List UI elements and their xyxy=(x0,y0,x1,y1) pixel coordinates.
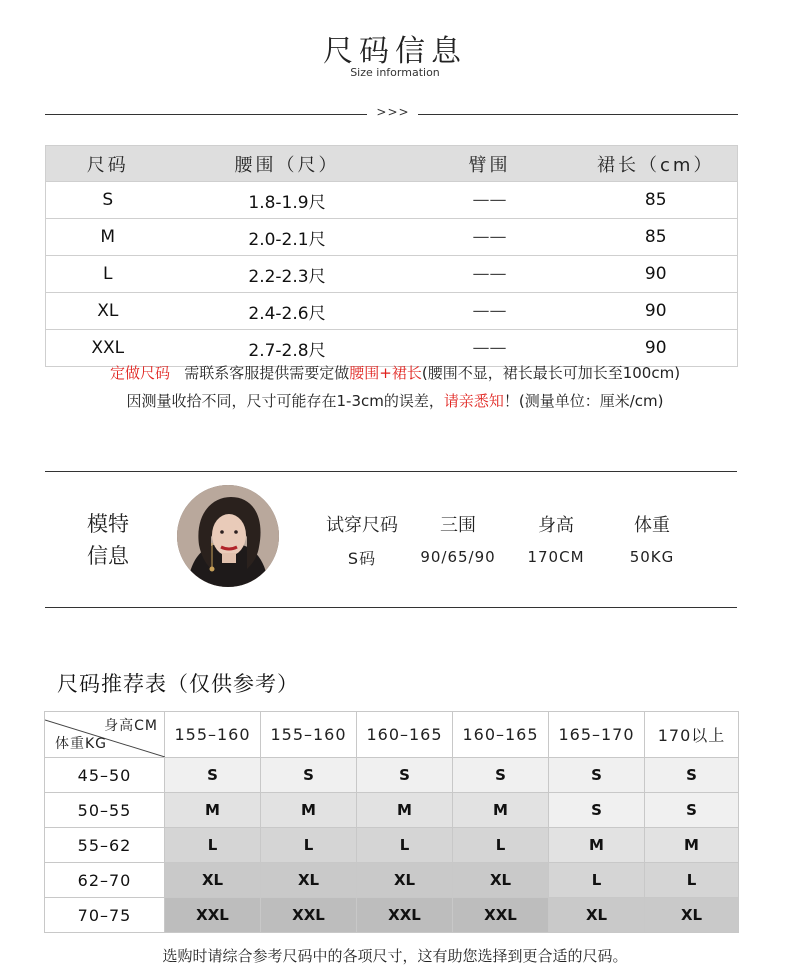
model-value-weight: 50KG xyxy=(629,548,675,566)
model-header-height: 身高 xyxy=(538,515,574,536)
size-cell: XL xyxy=(549,898,645,933)
height-range: 160–165 xyxy=(453,712,549,758)
model-label-line1: 模特 xyxy=(87,512,129,536)
cell-arm: —— xyxy=(405,182,575,219)
cell-waist: 2.0-2.1尺 xyxy=(170,219,405,256)
cell-arm: —— xyxy=(405,219,575,256)
model-value-size: S码 xyxy=(347,549,377,568)
height-range: 170以上 xyxy=(645,712,739,758)
model-label-line2: 信息 xyxy=(87,544,129,568)
cell-waist: 2.4-2.6尺 xyxy=(170,293,405,330)
cell-length: 85 xyxy=(575,182,738,219)
header-waist: 腰围（尺） xyxy=(170,146,405,182)
height-range: 160–165 xyxy=(357,712,453,758)
model-header-measurements: 三围 xyxy=(440,515,476,536)
size-cell: S xyxy=(549,758,645,793)
size-cell: S xyxy=(357,758,453,793)
recommendation-title: 尺码推荐表（仅供参考） xyxy=(57,672,299,696)
custom-size-note xyxy=(0,362,790,383)
table-row xyxy=(46,182,738,219)
size-table xyxy=(45,145,738,367)
size-cell: L xyxy=(453,828,549,863)
custom-size-label: 定做尺码 xyxy=(109,364,170,382)
size-table-header xyxy=(46,146,738,182)
weight-range: 55–62 xyxy=(45,828,165,863)
height-range: 165–170 xyxy=(549,712,645,758)
size-cell: XL xyxy=(261,863,357,898)
height-range: 155–160 xyxy=(165,712,261,758)
size-cell: M xyxy=(357,793,453,828)
recommendation-header-row xyxy=(45,712,739,758)
table-row xyxy=(45,863,739,898)
table-row xyxy=(46,219,738,256)
arrows-decoration: >>> xyxy=(376,105,410,119)
corner-height-label: 身高CM xyxy=(104,718,158,734)
table-row xyxy=(45,898,739,933)
weight-range: 50–55 xyxy=(45,793,165,828)
table-row xyxy=(45,793,739,828)
measurement-note xyxy=(0,390,790,411)
size-cell: XXL xyxy=(261,898,357,933)
size-cell: XL xyxy=(453,863,549,898)
cell-length: 90 xyxy=(575,293,738,330)
size-cell: L xyxy=(357,828,453,863)
divider-left xyxy=(45,114,367,115)
cell-length: 90 xyxy=(575,330,738,367)
cell-size: M xyxy=(46,219,170,256)
size-cell: M xyxy=(549,828,645,863)
model-label xyxy=(80,508,136,572)
custom-size-highlight: 腰围+裙长 xyxy=(349,364,422,382)
cell-waist: 2.7-2.8尺 xyxy=(170,330,405,367)
size-cell: M xyxy=(645,828,739,863)
cell-size: S xyxy=(46,182,170,219)
model-divider-top xyxy=(45,471,737,472)
cell-waist: 2.2-2.3尺 xyxy=(170,256,405,293)
size-cell: M xyxy=(261,793,357,828)
cell-size: L xyxy=(46,256,170,293)
table-row xyxy=(45,828,739,863)
table-row xyxy=(46,256,738,293)
cell-waist: 1.8-1.9尺 xyxy=(170,182,405,219)
model-value-height: 170CM xyxy=(527,548,585,566)
size-cell: XXL xyxy=(165,898,261,933)
custom-size-detail: (腰围不显，裙长最长可加长至100cm) xyxy=(421,364,681,382)
size-cell: S xyxy=(165,758,261,793)
size-cell: L xyxy=(645,863,739,898)
size-cell: XXL xyxy=(453,898,549,933)
divider-right xyxy=(418,114,738,115)
model-header-size: 试穿尺码 xyxy=(326,515,398,536)
cell-size: XXL xyxy=(46,330,170,367)
measurement-text: 因测量收拾不同，尺寸可能存在1-3cm的误差， xyxy=(126,392,444,410)
model-divider-bottom xyxy=(45,607,737,608)
size-cell: XL xyxy=(645,898,739,933)
cell-size: XL xyxy=(46,293,170,330)
height-range: 155–160 xyxy=(261,712,357,758)
size-cell: S xyxy=(549,793,645,828)
size-cell: L xyxy=(165,828,261,863)
cell-length: 85 xyxy=(575,219,738,256)
size-cell: M xyxy=(453,793,549,828)
cell-arm: —— xyxy=(405,293,575,330)
header-size: 尺码 xyxy=(46,146,170,182)
table-row xyxy=(46,293,738,330)
corner-cell xyxy=(45,712,165,758)
size-cell: M xyxy=(165,793,261,828)
header-length: 裙长（cm） xyxy=(575,146,738,182)
size-cell: L xyxy=(261,828,357,863)
weight-range: 70–75 xyxy=(45,898,165,933)
corner-weight-label: 体重KG xyxy=(55,736,108,752)
table-row xyxy=(45,758,739,793)
measurement-highlight: 请亲悉知 xyxy=(443,392,504,410)
recommendation-table xyxy=(44,711,739,933)
cell-arm: —— xyxy=(405,256,575,293)
model-value-measurements: 90/65/90 xyxy=(420,548,496,566)
weight-range: 45–50 xyxy=(45,758,165,793)
size-cell: S xyxy=(645,793,739,828)
size-cell: XXL xyxy=(357,898,453,933)
cell-arm: —— xyxy=(405,330,575,367)
size-cell: L xyxy=(549,863,645,898)
model-portrait-icon xyxy=(177,485,279,587)
page-subtitle: Size information xyxy=(350,66,440,79)
size-cell: S xyxy=(645,758,739,793)
model-avatar xyxy=(177,485,279,587)
page-title: 尺码信息 xyxy=(323,34,467,69)
weight-range: 62–70 xyxy=(45,863,165,898)
footer-note: 选购时请综合参考尺码中的各项尺寸，这有助您选择到更合适的尺码。 xyxy=(162,947,628,965)
custom-size-text: 需联系客服提供需要定做 xyxy=(184,364,350,382)
header-arm: 臂围 xyxy=(405,146,575,182)
size-cell: S xyxy=(261,758,357,793)
table-row xyxy=(46,330,738,367)
measurement-unit: ！(测量单位：厘米/cm) xyxy=(503,392,664,410)
size-cell: XL xyxy=(357,863,453,898)
size-cell: S xyxy=(453,758,549,793)
cell-length: 90 xyxy=(575,256,738,293)
size-cell: XL xyxy=(165,863,261,898)
model-header-weight: 体重 xyxy=(634,515,670,536)
